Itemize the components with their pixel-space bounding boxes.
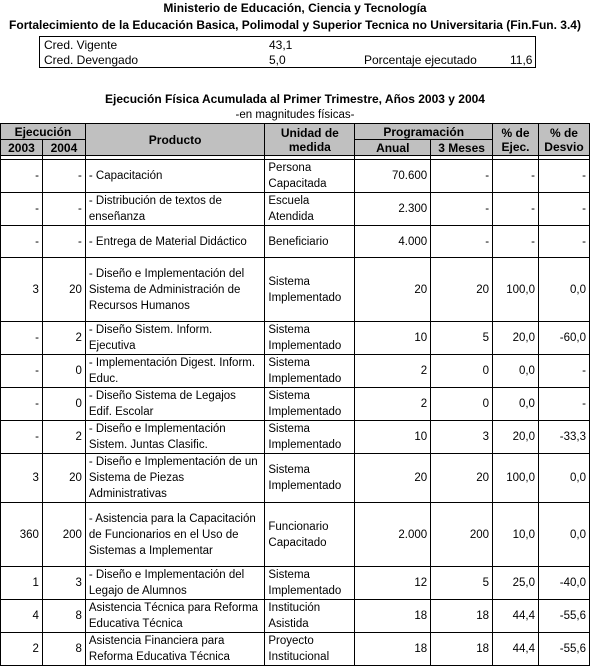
porcentaje-value: 11,6 [510,53,533,67]
table-row [1,503,590,567]
cell-pct-desvio: 0,0 [538,503,589,567]
cell-anual: 2 [355,355,431,388]
cell-pct-desvio: -33,3 [538,421,589,454]
cell-pct-ejec: 44,4 [493,600,539,633]
cell-3-meses: 3 [431,421,493,454]
cell-anual: 20 [355,454,431,503]
cell-unidad: Escuela Atendida [265,193,355,226]
execution-table [0,123,590,666]
cell-unidad: Beneficiario [265,226,355,258]
cell-2004: - [42,226,85,258]
cell-anual: 4.000 [355,226,431,258]
table-row [1,388,590,421]
cell-2004: 3 [42,567,85,600]
cell-3-meses: 200 [431,503,493,567]
cell-2004: 200 [42,503,85,567]
header-unidad: Unidad de medida [265,124,355,156]
cell-producto: - Diseño e Implementación Sistem. Juntas Clasific. [85,421,265,454]
table-row [1,421,590,454]
cell-producto: - Diseño e Implementación del Legajo de Alumnos [85,567,265,600]
cell-pct-desvio: - [538,355,589,388]
cell-2003: - [1,355,43,388]
header-anual: Anual [355,140,431,156]
cell-2003: - [1,322,43,355]
cell-unidad: Sistema Implementado [265,567,355,600]
cell-2003: 3 [1,454,43,503]
cell-anual: 2.300 [355,193,431,226]
cell-3-meses: - [431,193,493,226]
cell-2003: - [1,160,43,193]
cell-pct-desvio: 0,0 [538,258,589,322]
header-2003: 2003 [1,140,43,156]
cell-2004: 20 [42,454,85,503]
cell-3-meses: - [431,226,493,258]
table-row [1,600,590,633]
table-row [1,193,590,226]
cell-pct-desvio: -40,0 [538,567,589,600]
cell-pct-desvio: - [538,160,589,193]
header-programacion: Programación [355,124,493,140]
cell-producto: - Diseño e Implementación del Sistema de Administración de Recursos Humanos [85,258,265,322]
cell-2004: 8 [42,600,85,633]
cred-vigente-label: Cred. Vigente [44,38,118,52]
cell-2004: 20 [42,258,85,322]
credit-box [39,36,536,68]
cred-devengado-label: Cred. Devengado [44,53,139,67]
cell-anual: 18 [355,633,431,666]
cell-pct-desvio: -55,6 [538,633,589,666]
cell-2003: - [1,193,43,226]
program-title: Fortalecimiento de la Educación Basica, Polimodal y Superior Tecnica no Universitaria (Fin.Fun. 3.4) [9,18,581,32]
header-producto: Producto [85,124,265,156]
cell-pct-ejec: 10,0 [493,503,539,567]
cell-pct-ejec: - [493,160,539,193]
cell-producto: Asistencia Técnica para Reforma Educativa Técnica [85,600,265,633]
cell-pct-ejec: 100,0 [493,258,539,322]
cell-pct-ejec: 100,0 [493,454,539,503]
cell-unidad: Persona Capacitada [265,160,355,193]
cell-unidad: Sistema Implementado [265,454,355,503]
header-2004: 2004 [42,140,85,156]
cell-2004: - [42,160,85,193]
cell-2003: 2 [1,633,43,666]
cell-anual: 10 [355,421,431,454]
cell-3-meses: 18 [431,600,493,633]
cell-pct-ejec: 0,0 [493,388,539,421]
cell-producto: - Asistencia para la Capacitación de Funcionarios en el Uso de Sistemas a Implementar [85,503,265,567]
cell-2004: 0 [42,355,85,388]
cell-producto: - Distribución de textos de enseñanza [85,193,265,226]
cell-3-meses: 5 [431,322,493,355]
header-pct-ejec: % de Ejec. [493,124,539,156]
cell-pct-desvio: 0,0 [538,454,589,503]
cell-unidad: Sistema Implementado [265,258,355,322]
cell-3-meses: 0 [431,355,493,388]
porcentaje-label: Porcentaje ejecutado [364,53,477,67]
header-pct-desvio: % de Desvio [538,124,589,156]
cell-pct-ejec: 25,0 [493,567,539,600]
cell-3-meses: 18 [431,633,493,666]
table-row [1,355,590,388]
cell-2003: - [1,226,43,258]
cell-anual: 20 [355,258,431,322]
table-title: Ejecución Física Acumulada al Primer Trimestre, Años 2003 y 2004 [105,92,485,106]
table-row [1,567,590,600]
ministry-title: Ministerio de Educación, Ciencia y Tecnología [163,1,427,15]
cell-producto: Asistencia Financiera para Reforma Educativa Técnica [85,633,265,666]
cell-pct-desvio: -60,0 [538,322,589,355]
cell-producto: - Diseño Sistem. Inform. Ejecutiva [85,322,265,355]
table-row [1,633,590,666]
cell-pct-ejec: - [493,193,539,226]
table-row [1,226,590,258]
cred-vigente-value: 43,1 [269,38,293,52]
cell-producto: - Capacitación [85,160,265,193]
cell-2004: 0 [42,388,85,421]
cell-pct-ejec: 20,0 [493,421,539,454]
cell-unidad: Proyecto Institucional [265,633,355,666]
cell-2004: 2 [42,421,85,454]
cell-anual: 70.600 [355,160,431,193]
cell-2003: - [1,421,43,454]
cell-pct-ejec: 20,0 [493,322,539,355]
table-row [1,322,590,355]
cell-unidad: Institución Asistida [265,600,355,633]
cell-anual: 2 [355,388,431,421]
cell-producto: - Entrega de Material Didáctico [85,226,265,258]
cell-3-meses: 5 [431,567,493,600]
cell-producto: - Diseño e Implementación de un Sistema de Piezas Administrativas [85,454,265,503]
cell-2003: 3 [1,258,43,322]
header-ejecucion: Ejecución [1,124,86,140]
cell-3-meses: 0 [431,388,493,421]
table-subtitle: -en magnitudes físicas- [235,109,355,121]
table-row [1,160,590,193]
header-3-meses: 3 Meses [431,140,493,156]
cell-unidad: Sistema Implementado [265,388,355,421]
cell-anual: 10 [355,322,431,355]
cell-2004: - [42,193,85,226]
cell-2004: 8 [42,633,85,666]
cell-pct-ejec: 0,0 [493,355,539,388]
cell-3-meses: 20 [431,454,493,503]
cell-anual: 12 [355,567,431,600]
cell-pct-ejec: 44,4 [493,633,539,666]
cell-anual: 18 [355,600,431,633]
cell-2003: 4 [1,600,43,633]
cell-unidad: Sistema Implementado [265,355,355,388]
cell-anual: 2.000 [355,503,431,567]
table-row [1,258,590,322]
cell-pct-desvio: - [538,226,589,258]
cell-pct-desvio: - [538,193,589,226]
cell-producto: - Implementación Digest. Inform. Educ. [85,355,265,388]
cell-3-meses: 20 [431,258,493,322]
cred-devengado-value: 5,0 [269,53,286,67]
table-row [1,454,590,503]
cell-pct-desvio: -55,6 [538,600,589,633]
cell-pct-ejec: - [493,226,539,258]
cell-unidad: Sistema Implementado [265,421,355,454]
cell-2003: - [1,388,43,421]
cell-unidad: Sistema Implementado [265,322,355,355]
cell-2004: 2 [42,322,85,355]
cell-producto: - Diseño Sistema de Legajos Edif. Escolar [85,388,265,421]
cell-3-meses: - [431,160,493,193]
cell-2003: 1 [1,567,43,600]
cell-unidad: Funcionario Capacitado [265,503,355,567]
cell-pct-desvio: - [538,388,589,421]
cell-2003: 360 [1,503,43,567]
